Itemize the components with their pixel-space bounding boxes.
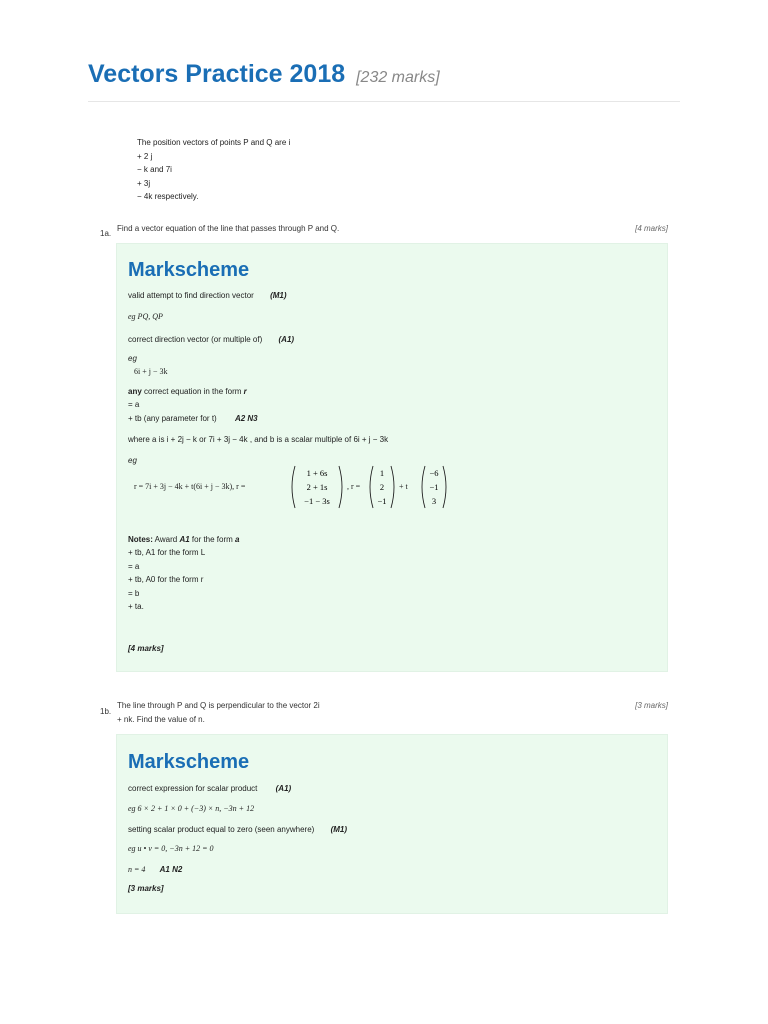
- column-vector-1: [289, 464, 345, 510]
- equation-text: + t: [399, 482, 408, 491]
- ms-line: 6i + j − 3k: [134, 367, 168, 376]
- notes-line: = b: [128, 589, 140, 598]
- ms-text: + tb (any parameter for t): [128, 414, 217, 423]
- ms-line: [128, 865, 182, 874]
- notes-line: + ta.: [128, 602, 144, 611]
- stem-line-1: The position vectors of points P and Q are i: [137, 138, 291, 147]
- ms-bold: any: [128, 387, 142, 396]
- ms-line: [128, 291, 287, 300]
- ms-line: eg: [128, 354, 137, 363]
- ms-answer: n = 4: [128, 865, 146, 874]
- ms-mark: A1 N2: [159, 865, 183, 874]
- ms-line: eg 6 × 2 + 1 × 0 + (−3) × n, −3n + 12: [128, 804, 255, 813]
- title-divider: [88, 101, 680, 102]
- vector-entry: 1 + 6s: [306, 468, 328, 478]
- ms-line: = a: [128, 400, 140, 409]
- question-number-1b: 1b.: [100, 707, 112, 716]
- ms-text: correct equation in the form: [141, 387, 244, 396]
- ms-bold: a: [235, 535, 240, 544]
- ms-total: [3 marks]: [128, 884, 164, 893]
- ms-line: [128, 387, 247, 396]
- notes-line: + tb, A1 for the form L: [128, 548, 206, 557]
- ms-mark: (M1): [330, 825, 348, 834]
- stem-line-4: + 3j: [137, 178, 151, 188]
- notes-line: [128, 535, 239, 544]
- equation-text: , r =: [347, 482, 361, 491]
- vector-entry: 2 + 1s: [306, 482, 328, 492]
- question-stem: [137, 136, 377, 204]
- ms-mark: (A1): [278, 335, 295, 344]
- ms-total: [4 marks]: [128, 644, 164, 653]
- ms-line: [128, 825, 347, 834]
- ms-line: eg u • v = 0, −3n + 12 = 0: [128, 844, 214, 853]
- column-vector-2: [367, 464, 397, 510]
- ms-bold: A1: [179, 535, 190, 544]
- column-vector-3: [419, 464, 449, 510]
- question-text-1b: [117, 699, 320, 726]
- ms-line: [128, 784, 291, 793]
- ms-text: for the form: [189, 535, 236, 544]
- ms-mark: (A1): [275, 784, 292, 793]
- markscheme-title: Markscheme: [128, 751, 250, 773]
- stem-line-5: − 4k respectively.: [137, 192, 199, 201]
- question-marks-1a: [4 marks]: [635, 224, 668, 233]
- ms-bold: r: [243, 387, 247, 396]
- vector-entry: 3: [431, 496, 437, 506]
- question-line: The line through P and Q is perpendicular to the vector 2i: [117, 701, 320, 710]
- ms-line: eg: [128, 456, 137, 465]
- vector-entry: −1: [377, 496, 387, 506]
- question-marks-1b: [3 marks]: [635, 701, 668, 710]
- ms-mark: A2 N3: [234, 414, 258, 423]
- stem-line-3: − k and 7i: [137, 165, 172, 174]
- question-number-1a: 1a.: [100, 229, 112, 238]
- ms-mark: (M1): [270, 291, 287, 300]
- ms-text: setting scalar product equal to zero (seen anywhere): [128, 825, 315, 834]
- total-marks: [232 marks]: [356, 69, 440, 86]
- ms-text: Award: [152, 535, 180, 544]
- ms-line: where a is i + 2j − k or 7i + 3j − 4k , and b is a scalar multiple of 6i + j − 3k: [128, 435, 389, 444]
- vector-entry: −6: [429, 468, 439, 478]
- stem-line-2: + 2 j: [137, 151, 153, 161]
- vector-entry: −1: [429, 482, 439, 492]
- vector-entry: −1 − 3s: [304, 496, 330, 506]
- ms-line: [128, 335, 294, 344]
- markscheme-title: Markscheme: [128, 259, 250, 281]
- vector-entry: 2: [379, 482, 385, 492]
- markscheme-box-1b: [116, 734, 668, 914]
- ms-line: eg PQ, QP: [128, 312, 163, 321]
- equation-text: r = 7i + 3j − 4k + t(6i + j − 3k), r =: [134, 482, 246, 491]
- title-text: Vectors Practice 2018: [88, 60, 346, 88]
- notes-line: + tb, A0 for the form r: [128, 575, 204, 584]
- markscheme-box-1a: [116, 243, 668, 672]
- ms-text: correct expression for scalar product: [128, 784, 258, 793]
- notes-label: Notes:: [128, 535, 153, 544]
- ms-text: correct direction vector (or multiple of): [128, 335, 263, 344]
- vector-entry: 1: [379, 468, 385, 478]
- ms-text: valid attempt to find direction vector: [128, 291, 254, 300]
- page-title: [88, 60, 440, 89]
- notes-line: = a: [128, 562, 140, 571]
- question-text-1a: Find a vector equation of the line that passes through P and Q.: [117, 224, 340, 233]
- ms-line: [128, 414, 258, 423]
- question-line: + nk. Find the value of n.: [117, 714, 205, 724]
